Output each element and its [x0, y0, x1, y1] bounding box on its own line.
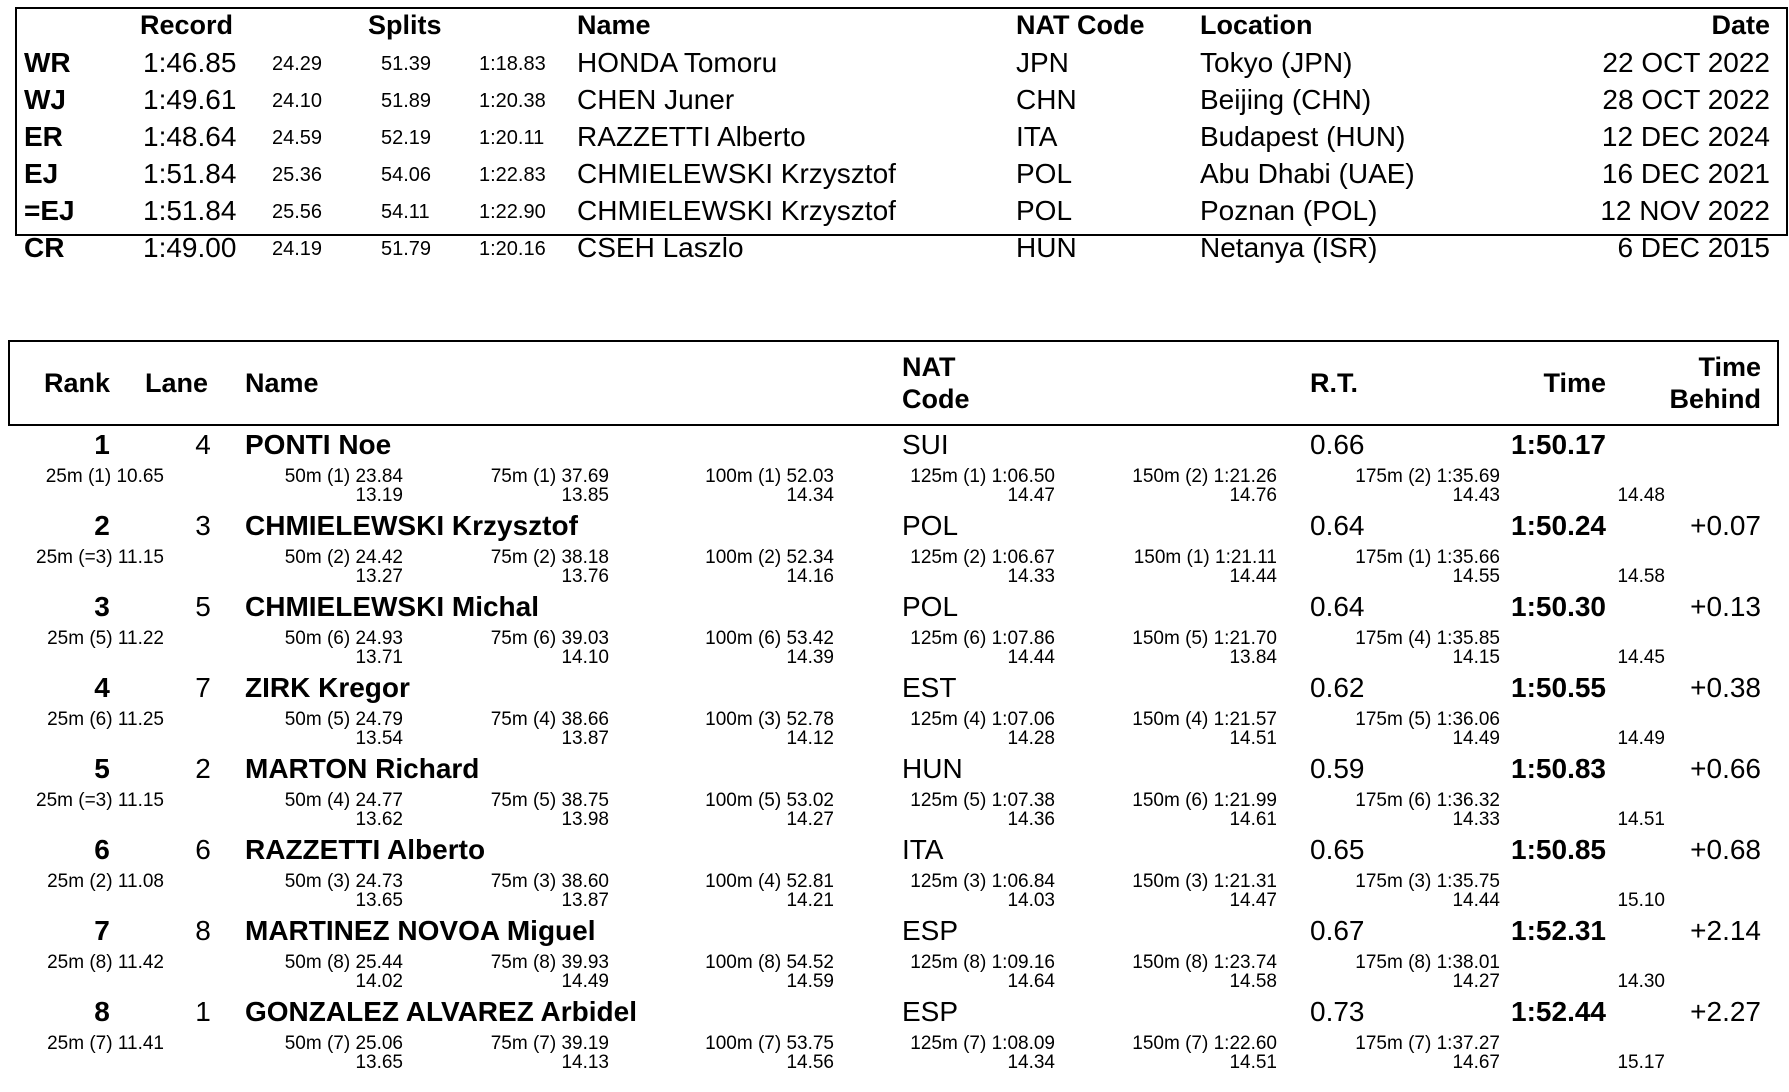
record-split-100: 54.06 [381, 164, 432, 186]
split-75m-lap: 14.49 [561, 971, 609, 992]
last-lap-split: 14.48 [1617, 485, 1665, 506]
split-100m-lap: 14.12 [786, 728, 834, 749]
record-split-150: 1:20.38 [479, 90, 546, 112]
split-75m: 75m (3) 38.60 [490, 871, 609, 892]
split-125m-lap: 14.33 [1007, 566, 1055, 587]
record-split-100: 51.39 [381, 53, 432, 75]
record-split-50: 24.19 [272, 238, 323, 260]
split-75m-lap: 13.85 [561, 485, 609, 506]
split-175m-lap: 14.27 [1452, 971, 1500, 992]
final-time: 1:50.85 [1511, 834, 1606, 865]
split-75m-lap: 13.76 [561, 566, 609, 587]
athlete-name: ZIRK Kregor [245, 672, 410, 703]
split-25m: 25m (6) 11.25 [47, 709, 164, 730]
athlete-nat: EST [902, 672, 957, 703]
final-time: 1:50.24 [1511, 510, 1606, 541]
lane: 8 [195, 915, 211, 946]
record-time: 1:46.85 [143, 47, 237, 78]
split-25m: 25m (8) 11.42 [47, 952, 164, 973]
time-behind: +0.13 [1690, 591, 1761, 622]
last-lap-split: 14.30 [1617, 971, 1665, 992]
split-50m: 50m (2) 24.42 [284, 547, 403, 568]
split-100m-lap: 14.21 [786, 890, 834, 911]
split-150m: 150m (7) 1:22.60 [1132, 1033, 1277, 1054]
split-125m: 125m (1) 1:06.50 [910, 466, 1055, 487]
split-125m: 125m (4) 1:07.06 [910, 709, 1055, 730]
split-75m-lap: 13.87 [561, 728, 609, 749]
split-50m: 50m (3) 24.73 [284, 871, 403, 892]
lane-header: Lane [145, 368, 209, 398]
record-holder-name: HONDA Tomoru [577, 47, 778, 78]
record-holder-name: CHMIELEWSKI Krzysztof [577, 195, 896, 226]
rt-header: R.T. [1310, 368, 1359, 398]
rank: 8 [94, 996, 110, 1027]
split-175m: 175m (6) 1:36.32 [1355, 790, 1500, 811]
record-time: 1:49.00 [143, 232, 237, 263]
athlete-name: PONTI Noe [245, 429, 392, 460]
record-code: =EJ [24, 195, 75, 226]
record-split-100: 51.89 [381, 90, 432, 112]
record-location: Beijing (CHN) [1200, 84, 1372, 115]
record-split-150: 1:22.83 [479, 164, 546, 186]
record-split-50: 25.56 [272, 201, 323, 223]
lane: 6 [195, 834, 211, 865]
final-time: 1:50.83 [1511, 753, 1606, 784]
split-50m-lap: 13.54 [355, 728, 403, 749]
behind-header-1: Time [1698, 352, 1761, 382]
split-50m: 50m (4) 24.77 [284, 790, 403, 811]
record-date: 12 DEC 2024 [1601, 121, 1770, 152]
athlete-nat: ESP [902, 996, 959, 1027]
record-nat: CHN [1016, 84, 1077, 115]
time-behind: +2.14 [1690, 915, 1761, 946]
split-150m: 150m (6) 1:21.99 [1132, 790, 1277, 811]
split-100m: 100m (5) 53.02 [705, 790, 834, 811]
time-behind: +0.07 [1690, 510, 1761, 541]
split-50m-lap: 13.65 [355, 890, 403, 911]
record-date: 16 DEC 2021 [1601, 158, 1770, 189]
lane: 2 [195, 753, 211, 784]
name-header: Name [245, 368, 319, 398]
split-150m: 150m (8) 1:23.74 [1132, 952, 1277, 973]
reaction-time: 0.64 [1310, 591, 1365, 622]
record-split-50: 24.59 [272, 127, 323, 149]
record-holder-name: CHEN Juner [577, 84, 735, 115]
split-125m-lap: 14.28 [1007, 728, 1055, 749]
rank: 3 [94, 591, 110, 622]
split-175m-lap: 14.15 [1452, 647, 1500, 668]
record-holder-name: CSEH Laszlo [577, 232, 744, 263]
athlete-nat: ITA [902, 834, 944, 865]
record-split-150: 1:20.16 [479, 238, 546, 260]
split-50m-lap: 13.62 [355, 809, 403, 830]
last-lap-split: 15.10 [1617, 890, 1665, 911]
split-50m-lap: 13.19 [355, 485, 403, 506]
athlete-name: CHMIELEWSKI Michal [245, 591, 540, 622]
nat-header: NAT Code [1016, 10, 1145, 40]
record-time: 1:49.61 [143, 84, 237, 115]
split-125m-lap: 14.34 [1007, 1052, 1055, 1073]
split-50m-lap: 13.71 [355, 647, 403, 668]
rank-header: Rank [44, 368, 111, 398]
split-100m-lap: 14.27 [786, 809, 834, 830]
record-split-50: 24.10 [272, 90, 323, 112]
split-175m: 175m (2) 1:35.69 [1355, 466, 1500, 487]
split-50m-lap: 13.27 [355, 566, 403, 587]
rank: 5 [94, 753, 110, 784]
split-125m: 125m (7) 1:08.09 [910, 1033, 1055, 1054]
record-header: Record [140, 10, 234, 40]
athlete-nat: SUI [902, 429, 949, 460]
record-split-100: 52.19 [381, 127, 432, 149]
record-split-50: 25.36 [272, 164, 323, 186]
record-date: 12 NOV 2022 [1600, 195, 1770, 226]
record-code: WJ [24, 84, 66, 115]
athlete-name: GONZALEZ ALVAREZ Arbidel [245, 996, 637, 1027]
split-150m: 150m (3) 1:21.31 [1132, 871, 1277, 892]
record-location: Poznan (POL) [1200, 195, 1378, 226]
split-100m: 100m (4) 52.81 [705, 871, 834, 892]
rank: 7 [94, 915, 110, 946]
athlete-name: MARTON Richard [245, 753, 480, 784]
split-75m-lap: 14.10 [561, 647, 609, 668]
lane: 3 [195, 510, 211, 541]
location-header: Location [1200, 10, 1313, 40]
split-150m-lap: 14.51 [1229, 1052, 1277, 1073]
split-100m: 100m (1) 52.03 [705, 466, 834, 487]
split-150m-lap: 13.84 [1229, 647, 1277, 668]
record-holder-name: CHMIELEWSKI Krzysztof [577, 158, 896, 189]
split-75m-lap: 13.87 [561, 890, 609, 911]
lane: 7 [195, 672, 211, 703]
record-code: CR [24, 232, 65, 263]
split-75m: 75m (5) 38.75 [490, 790, 609, 811]
split-75m: 75m (8) 39.93 [490, 952, 609, 973]
split-125m-lap: 14.44 [1007, 647, 1055, 668]
record-nat: HUN [1016, 232, 1077, 263]
split-175m: 175m (4) 1:35.85 [1355, 628, 1500, 649]
split-175m: 175m (7) 1:37.27 [1355, 1033, 1500, 1054]
nat-header-2: Code [902, 384, 970, 414]
split-25m: 25m (=3) 11.15 [36, 790, 164, 811]
split-125m-lap: 14.64 [1007, 971, 1055, 992]
split-75m: 75m (6) 39.03 [490, 628, 609, 649]
split-150m: 150m (1) 1:21.11 [1133, 547, 1277, 568]
split-100m: 100m (8) 54.52 [705, 952, 834, 973]
last-lap-split: 15.17 [1617, 1052, 1665, 1073]
splits-header: Splits [368, 10, 442, 40]
split-175m-lap: 14.33 [1452, 809, 1500, 830]
reaction-time: 0.73 [1310, 996, 1365, 1027]
rank: 1 [94, 429, 110, 460]
split-50m: 50m (6) 24.93 [284, 628, 403, 649]
reaction-time: 0.59 [1310, 753, 1365, 784]
split-150m-lap: 14.47 [1229, 890, 1277, 911]
time-behind: +2.27 [1690, 996, 1761, 1027]
split-175m-lap: 14.67 [1452, 1052, 1500, 1073]
split-100m: 100m (6) 53.42 [705, 628, 834, 649]
split-25m: 25m (7) 11.41 [47, 1033, 164, 1054]
record-nat: JPN [1016, 47, 1069, 78]
split-150m: 150m (2) 1:21.26 [1132, 466, 1277, 487]
record-time: 1:51.84 [143, 158, 237, 189]
split-75m-lap: 14.13 [561, 1052, 609, 1073]
record-split-100: 54.11 [381, 201, 430, 223]
athlete-nat: POL [902, 591, 959, 622]
record-date: 28 OCT 2022 [1602, 84, 1770, 115]
split-100m-lap: 14.59 [786, 971, 834, 992]
split-175m: 175m (8) 1:38.01 [1355, 952, 1500, 973]
split-50m: 50m (8) 25.44 [284, 952, 403, 973]
record-nat: POL [1016, 195, 1073, 226]
split-50m-lap: 13.65 [355, 1052, 403, 1073]
split-50m-lap: 14.02 [355, 971, 403, 992]
split-25m: 25m (=3) 11.15 [36, 547, 164, 568]
split-75m: 75m (7) 39.19 [490, 1033, 609, 1054]
behind-header-2: Behind [1669, 384, 1761, 414]
athlete-nat: HUN [902, 753, 963, 784]
split-25m: 25m (1) 10.65 [45, 466, 164, 487]
lane: 1 [195, 996, 211, 1027]
split-25m: 25m (5) 11.22 [47, 628, 164, 649]
split-125m: 125m (3) 1:06.84 [910, 871, 1055, 892]
split-150m: 150m (5) 1:21.70 [1132, 628, 1277, 649]
reaction-time: 0.62 [1310, 672, 1365, 703]
split-125m: 125m (2) 1:06.67 [910, 547, 1055, 568]
split-125m: 125m (5) 1:07.38 [910, 790, 1055, 811]
reaction-time: 0.64 [1310, 510, 1365, 541]
lane: 4 [195, 429, 211, 460]
split-100m-lap: 14.56 [786, 1052, 834, 1073]
records-box [15, 7, 1788, 236]
split-175m-lap: 14.43 [1452, 485, 1500, 506]
split-75m: 75m (1) 37.69 [490, 466, 609, 487]
nat-header-1: NAT [902, 352, 956, 382]
split-125m-lap: 14.47 [1007, 485, 1055, 506]
split-150m: 150m (4) 1:21.57 [1132, 709, 1277, 730]
split-150m-lap: 14.61 [1229, 809, 1277, 830]
split-175m-lap: 14.55 [1452, 566, 1500, 587]
split-100m: 100m (3) 52.78 [705, 709, 834, 730]
time-behind: +0.38 [1690, 672, 1761, 703]
split-50m: 50m (5) 24.79 [284, 709, 403, 730]
last-lap-split: 14.51 [1617, 809, 1665, 830]
record-split-100: 51.79 [381, 238, 432, 260]
record-holder-name: RAZZETTI Alberto [577, 121, 806, 152]
record-split-150: 1:20.11 [479, 127, 545, 149]
time-behind: +0.66 [1690, 753, 1761, 784]
split-175m-lap: 14.49 [1452, 728, 1500, 749]
last-lap-split: 14.49 [1617, 728, 1665, 749]
split-125m: 125m (6) 1:07.86 [910, 628, 1055, 649]
record-nat: POL [1016, 158, 1073, 189]
record-split-150: 1:18.83 [479, 53, 546, 75]
time-behind: +0.68 [1690, 834, 1761, 865]
split-100m: 100m (2) 52.34 [705, 547, 834, 568]
split-100m-lap: 14.16 [786, 566, 834, 587]
split-100m-lap: 14.39 [786, 647, 834, 668]
record-location: Netanya (ISR) [1200, 232, 1378, 263]
rank: 6 [94, 834, 110, 865]
last-lap-split: 14.58 [1617, 566, 1665, 587]
name-header: Name [577, 10, 651, 40]
record-code: WR [24, 47, 71, 78]
split-150m-lap: 14.76 [1229, 485, 1277, 506]
lane: 5 [195, 591, 211, 622]
split-100m: 100m (7) 53.75 [705, 1033, 834, 1054]
split-175m: 175m (1) 1:35.66 [1355, 547, 1500, 568]
split-75m: 75m (2) 38.18 [490, 547, 609, 568]
final-time: 1:50.30 [1511, 591, 1606, 622]
split-150m-lap: 14.44 [1229, 566, 1277, 587]
record-nat: ITA [1016, 121, 1058, 152]
record-time: 1:48.64 [143, 121, 237, 152]
split-150m-lap: 14.58 [1229, 971, 1277, 992]
final-time: 1:50.55 [1511, 672, 1606, 703]
final-time: 1:52.31 [1511, 915, 1606, 946]
split-175m-lap: 14.44 [1452, 890, 1500, 911]
record-location: Budapest (HUN) [1200, 121, 1406, 152]
final-time: 1:52.44 [1511, 996, 1606, 1027]
split-50m: 50m (1) 23.84 [284, 466, 403, 487]
record-code: ER [24, 121, 63, 152]
split-175m: 175m (5) 1:36.06 [1355, 709, 1500, 730]
split-125m-lap: 14.03 [1007, 890, 1055, 911]
final-time: 1:50.17 [1511, 429, 1606, 460]
rank: 4 [94, 672, 110, 703]
athlete-name: MARTINEZ NOVOA Miguel [245, 915, 596, 946]
split-125m-lap: 14.36 [1007, 809, 1055, 830]
date-header: Date [1711, 10, 1770, 40]
split-125m: 125m (8) 1:09.16 [910, 952, 1055, 973]
athlete-nat: POL [902, 510, 959, 541]
record-time: 1:51.84 [143, 195, 237, 226]
last-lap-split: 14.45 [1617, 647, 1665, 668]
split-25m: 25m (2) 11.08 [47, 871, 164, 892]
record-split-150: 1:22.90 [479, 201, 546, 223]
reaction-time: 0.65 [1310, 834, 1365, 865]
time-header: Time [1543, 368, 1606, 398]
reaction-time: 0.67 [1310, 915, 1365, 946]
athlete-name: CHMIELEWSKI Krzysztof [245, 510, 578, 541]
split-75m-lap: 13.98 [561, 809, 609, 830]
split-175m: 175m (3) 1:35.75 [1355, 871, 1500, 892]
split-100m-lap: 14.34 [786, 485, 834, 506]
reaction-time: 0.66 [1310, 429, 1365, 460]
record-split-50: 24.29 [272, 53, 323, 75]
record-date: 22 OCT 2022 [1602, 47, 1770, 78]
rank: 2 [94, 510, 110, 541]
record-date: 6 DEC 2015 [1617, 232, 1770, 263]
split-150m-lap: 14.51 [1229, 728, 1277, 749]
split-50m: 50m (7) 25.06 [284, 1033, 403, 1054]
record-location: Abu Dhabi (UAE) [1200, 158, 1415, 189]
record-code: EJ [24, 158, 59, 189]
athlete-name: RAZZETTI Alberto [245, 834, 486, 865]
results-header-box [8, 340, 1779, 426]
athlete-nat: ESP [902, 915, 959, 946]
record-location: Tokyo (JPN) [1200, 47, 1353, 78]
split-75m: 75m (4) 38.66 [490, 709, 609, 730]
